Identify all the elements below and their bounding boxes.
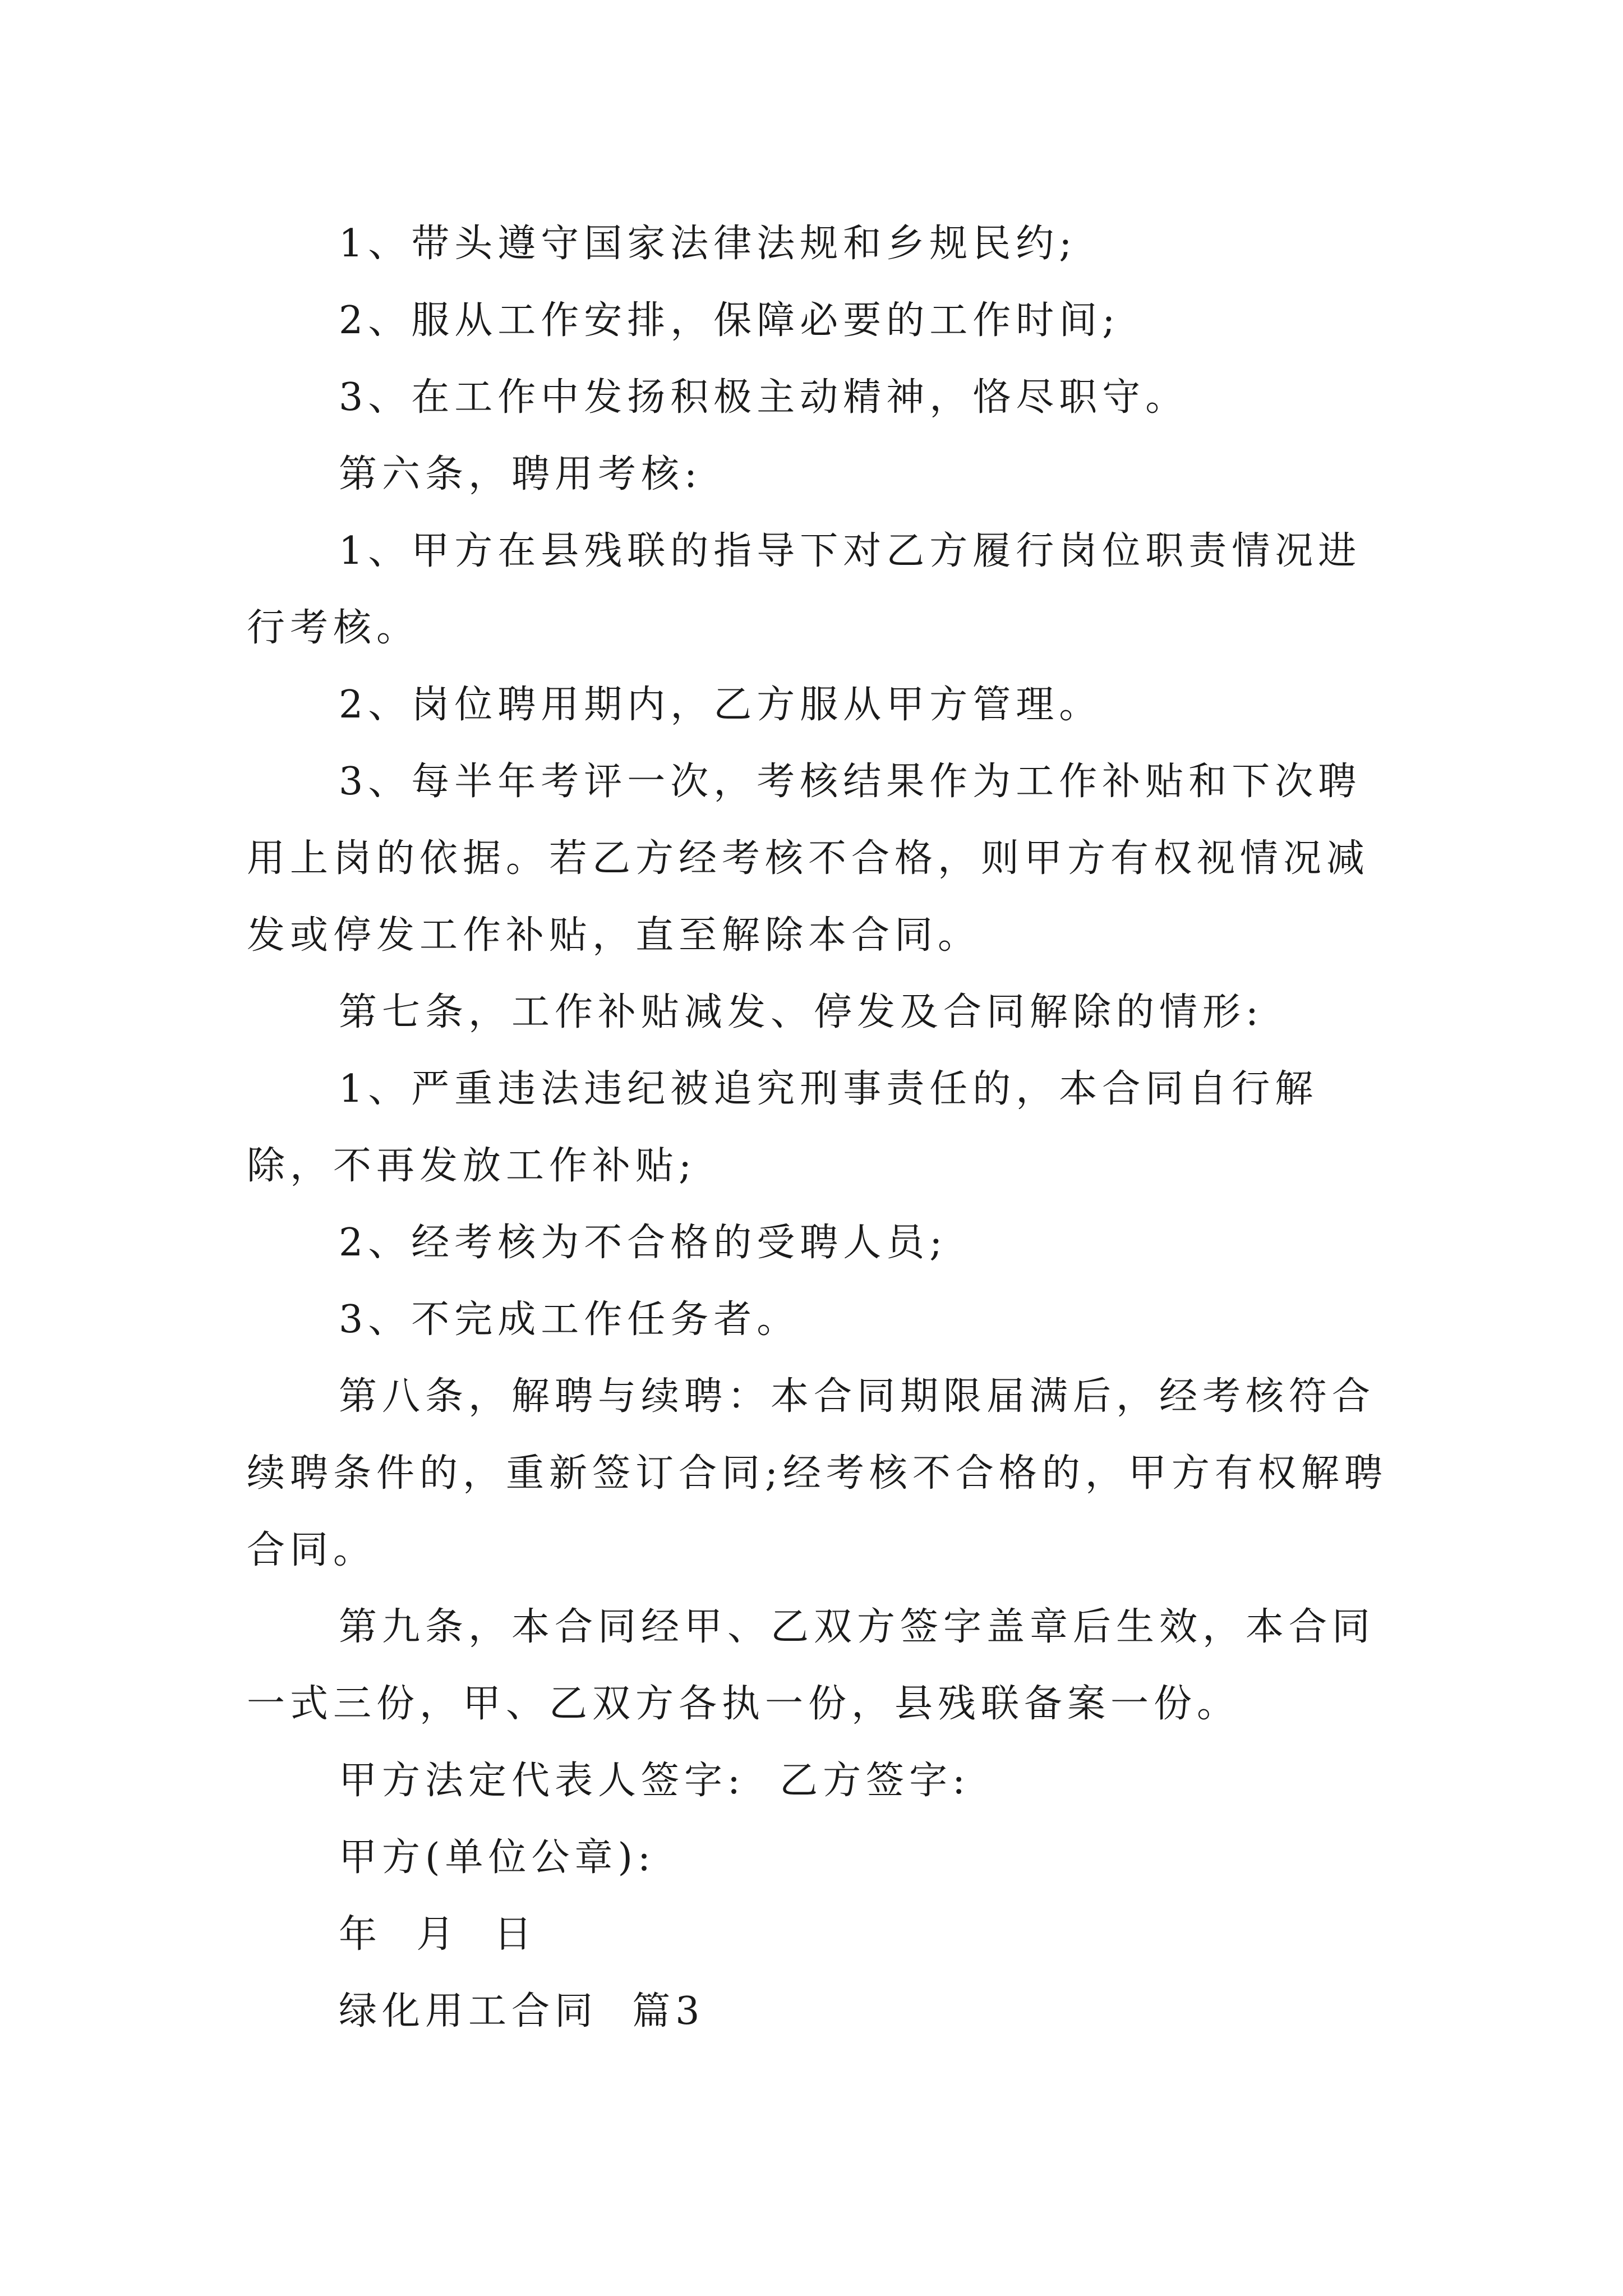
article-8-paragraph: 第八条，解聘与续聘：本合同期限届满后，经考核符合续聘条件的，重新签订合同;经考核不合格的，甲方有权解聘合同。 [247, 1374, 1387, 1572]
article-7-item-1: 1、严重违法违纪被追究刑事责任的，本合同自行解除，不再发放工作补贴; [247, 1067, 1318, 1188]
signature-line: 甲方法定代表人签字: 乙方签字: [339, 1759, 971, 1803]
article-9-paragraph: 第九条，本合同经甲、乙双方签字盖章后生效，本合同一式三份，甲、乙双方各执一份，县残联备案一份。 [247, 1605, 1376, 1726]
clause-item-1: 1、带头遵守国家法律法规和乡规民约; [339, 222, 1077, 266]
seal-line: 甲方(单位公章): [339, 1835, 656, 1880]
article-6-item-2: 2、岗位聘用期内，乙方服从甲方管理。 [339, 683, 1103, 727]
document-body [247, 205, 1391, 2050]
clause-item-3: 3、在工作中发扬积极主动精神，恪尽职守。 [339, 375, 1189, 420]
article-6-item-3: 3、每半年考评一次，考核结果作为工作补贴和下次聘用上岗的依据。若乙方经考核不合格，则甲方有权视情况减发或停发工作补贴，直至解除本合同。 [247, 760, 1370, 958]
article-7-item-3: 3、不完成工作任务者。 [339, 1297, 800, 1342]
article-7-item-2: 2、经考核为不合格的受聘人员; [339, 1221, 948, 1265]
article-6-item-1: 1、甲方在县残联的指导下对乙方履行岗位职责情况进行考核。 [247, 529, 1362, 650]
clause-item-2: 2、服从工作安排，保障必要的工作时间; [339, 298, 1121, 343]
article-6-heading: 第六条，聘用考核: [339, 452, 702, 496]
article-7-heading: 第七条，工作补贴减发、停发及合同解除的情形: [339, 990, 1264, 1034]
date-line: 年 月 日 [339, 1912, 537, 1957]
section-title: 绿化用工合同 篇3 [339, 1989, 705, 2033]
